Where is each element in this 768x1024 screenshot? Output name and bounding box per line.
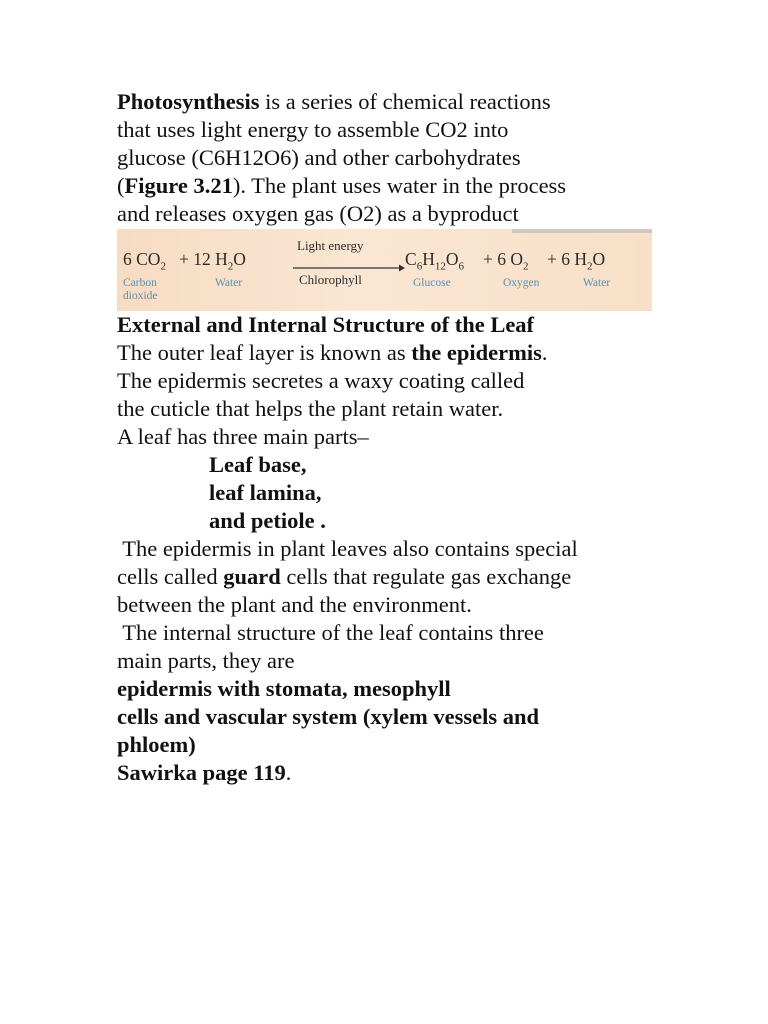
leaf-structure-section — [117, 311, 677, 787]
arrow-label-light-energy: Light energy — [297, 238, 364, 253]
intro-line-2: that uses light energy to assemble CO2 into — [117, 117, 509, 142]
term-guard: guard — [223, 564, 281, 589]
term-epidermis: the epidermis — [411, 340, 542, 365]
section-line-6: cells called guard cells that regulate gas exchange — [117, 564, 572, 589]
reactant-co2: 6 $CO_2$ — [123, 249, 166, 273]
section-line-9: main parts, they are — [117, 648, 295, 673]
label-carbon-dioxide: Carbon dioxide — [123, 277, 158, 302]
section-line-5: The epidermis in plant leaves also contains special — [117, 536, 578, 561]
label-water-product: Water — [583, 277, 611, 289]
section-line-7: between the plant and the environment. — [117, 592, 472, 617]
term-photosynthesis: Photosynthesis — [117, 89, 260, 114]
leaf-part-item: Leaf base, — [209, 452, 307, 477]
section-line-8: The internal structure of the leaf contains three — [117, 620, 544, 645]
section-line-4: A leaf has three main parts– — [117, 424, 369, 449]
page-reference: Sawirka page 119. — [117, 760, 292, 785]
section-line-2: The epidermis secretes a waxy coating called — [117, 368, 525, 393]
photosynthesis-equation-figure — [117, 229, 652, 311]
internal-parts-line-2: cells and vascular system (xylem vessels and — [117, 704, 540, 729]
figure-edge-strip — [512, 229, 652, 233]
arrow-label-chlorophyll: Chlorophyll — [299, 272, 362, 287]
internal-parts-line-1: epidermis with stomata, mesophyll — [117, 676, 451, 701]
leaf-part-item: leaf lamina, — [209, 480, 322, 505]
section-line-3: the cuticle that helps the plant retain water. — [117, 396, 504, 421]
label-water: Water — [215, 277, 243, 289]
section-line-1: The outer leaf layer is known as the epidermis. — [117, 340, 548, 365]
intro-line-1: Photosynthesis is a series of chemical reactions — [117, 89, 551, 114]
intro-paragraph — [117, 88, 677, 228]
product-glucose: $C_6H_{12}O_6$ — [405, 249, 464, 273]
figure-reference: Figure 3.21 — [124, 173, 233, 198]
label-oxygen: Oxygen — [503, 277, 540, 289]
product-water: + 6 $H_2O$ — [547, 249, 606, 273]
intro-line-4: (Figure 3.21). The plant uses water in the process — [117, 173, 567, 198]
intro-line-3: glucose (C6H12O6) and other carbohydrates — [117, 145, 521, 170]
label-glucose: Glucose — [413, 277, 451, 289]
product-oxygen: + 6 $O_2$ — [483, 249, 529, 273]
leaf-part-item: and petiole . — [209, 508, 326, 533]
intro-line-5: and releases oxygen gas (O2) as a byproduct — [117, 201, 519, 226]
internal-parts-line-3: phloem) — [117, 732, 196, 757]
reactant-h2o: + 12 $H_2O$ — [179, 249, 246, 273]
section-heading: External and Internal Structure of the Leaf — [117, 312, 535, 337]
reaction-arrow-icon — [293, 264, 405, 272]
